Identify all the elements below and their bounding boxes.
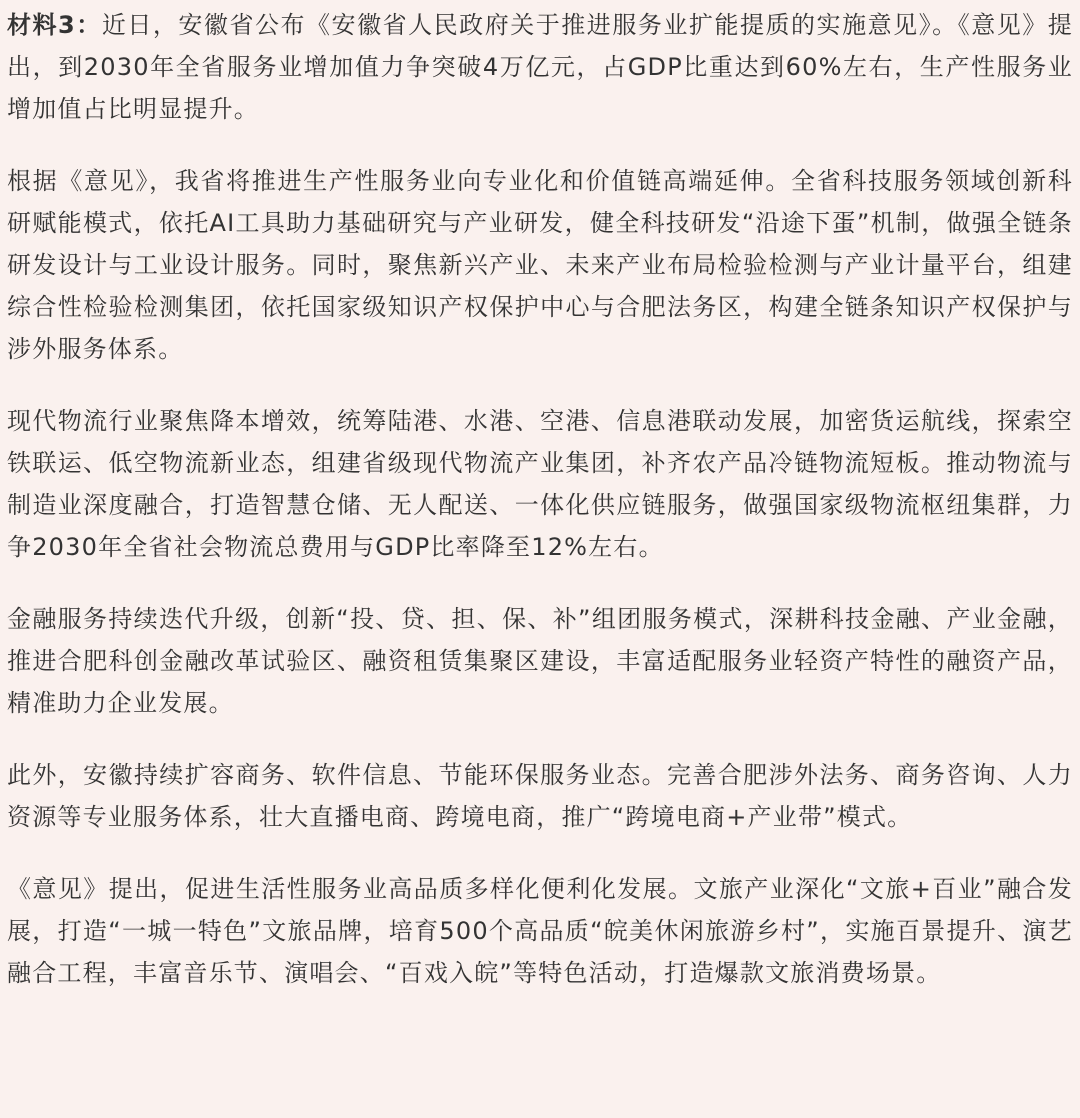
paragraph-text: 《意见》提出，促进生活性服务业高品质多样化便利化发展。文旅产业深化“文旅+百业”融合发展，打造“一城一特色”文旅品牌，培育500个高品质“皖美休闲旅游乡村”，实施百景提升、演艺融合工程，丰富音乐节、演唱会、“百戏入皖”等特色活动，打造爆款文旅消费场景。: [7, 875, 1073, 987]
paragraph-logistics: [7, 400, 1073, 568]
paragraph-text: 近日，安徽省公布《安徽省人民政府关于推进服务业扩能提质的实施意见》。《意见》提出，到2030年全省服务业增加值力争突破4万亿元，占GDP比重达到60%左右，生产性服务业增加值占比明显提升。: [7, 11, 1074, 123]
paragraph-text: 金融服务持续迭代升级，创新“投、贷、担、保、补”组团服务模式，深耕科技金融、产业金融，推进合肥科创金融改革试验区、融资租赁集聚区建设，丰富适配服务业轻资产特性的融资产品，精准助力企业发展。: [7, 605, 1073, 717]
paragraph-material-3-intro: [7, 4, 1073, 130]
paragraph-text: 根据《意见》，我省将推进生产性服务业向专业化和价值链高端延伸。全省科技服务领域创新科研赋能模式，依托AI工具助力基础研究与产业研发，健全科技研发“沿途下蛋”机制，做强全链条研发设计与工业设计服务。同时，聚焦新兴产业、未来产业布局检验检测与产业计量平台，组建综合性检验检测集团，依托国家级知识产权保护中心与合肥法务区，构建全链条知识产权保护与涉外服务体系。: [7, 167, 1073, 363]
paragraph-finance: [7, 598, 1073, 724]
article-body: [7, 4, 1073, 1024]
paragraph-text: 现代物流行业聚焦降本增效，统筹陆港、水港、空港、信息港联动发展，加密货运航线，探索空铁联运、低空物流新业态，组建省级现代物流产业集团，补齐农产品冷链物流短板。推动物流与制造业深度融合，打造智慧仓储、无人配送、一体化供应链服务，做强国家级物流枢纽集群，力争2030年全省社会物流总费用与GDP比率降至12%左右。: [7, 407, 1073, 561]
paragraph-text: 此外，安徽持续扩容商务、软件信息、节能环保服务业态。完善合肥涉外法务、商务咨询、人力资源等专业服务体系，壮大直播电商、跨境电商，推广“跨境电商+产业带”模式。: [7, 761, 1073, 831]
paragraph-business-services: [7, 754, 1073, 838]
paragraph-consumer-services: [7, 868, 1073, 994]
material-label: 材料3：: [7, 11, 102, 39]
paragraph-producer-services: [7, 160, 1073, 370]
